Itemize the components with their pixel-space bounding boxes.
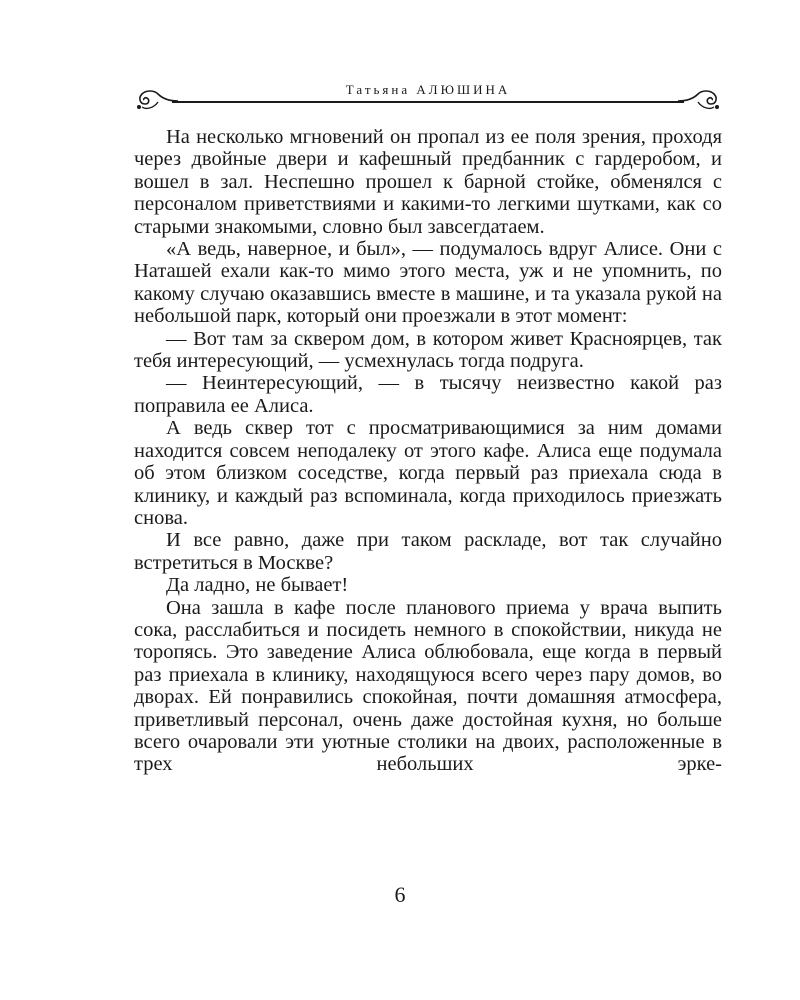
header-rule	[172, 101, 684, 103]
running-header	[134, 78, 722, 118]
paragraph-4: — Неинтересующий, — в тысячу неизвестно какой раз поправила ее Алиса.	[134, 372, 722, 417]
paragraph-2: «А ведь, наверное, и был», — подумалось вдруг Алисе. Они с Наташей ехали как-то мимо этого места, уж и не упомнить, по какому случаю оказавшись вместе в машине, и та указала рукой на небольшой парк, который они проезжали в этот момент:	[134, 238, 722, 328]
body-text	[134, 126, 722, 776]
paragraph-6: И все равно, даже при таком раскладе, вот так случайно встретиться в Москве?	[134, 529, 722, 574]
paragraph-8: Она зашла в кафе после планового приема у врача выпить сока, расслабиться и посидеть немного в спокойствии, никуда не торопясь. Это заведение Алиса облюбовала, еще когда в первый раз приехала в клинику, находящуюся всего через пару домов, во дворах. Ей понравились спокойная, почти домашняя атмосфера, приветливый персонал, очень даже достойная кухня, но больше всего очаровали эти уютные столики на двоих, расположенные в трех небольших эрке-	[134, 596, 722, 776]
flourish-ornament-right-icon	[676, 86, 722, 114]
paragraph-7: Да ладно, не бывает!	[166, 574, 349, 597]
paragraph-5: А ведь сквер тот с просматривающимися за ним домами находится совсем неподалеку от этого кафе. Алиса еще подумала об этом близком соседстве, когда первый раз приехала сюда в клинику, и каждый раз вспоминала, когда приходилось приезжать снова.	[134, 417, 722, 529]
paragraph-3: — Вот там за сквером дом, в котором живет Красноярцев, так тебя интересующий, — усмехнулась тогда подруга.	[134, 327, 722, 373]
running-title: Татьяна АЛЮШИНА	[345, 82, 511, 97]
paragraph-1: На несколько мгновений он пропал из ее поля зрения, проходя через двойные двери и кафешный предбанник с гардеробом, и вошел в зал. Неспешно прошел к барной стойке, обменялся с персоналом приветствиями и какими-то легкими шутками, как со старыми знакомыми, словно был завсегдатаем.	[134, 126, 722, 238]
page-number: 6	[394, 882, 406, 907]
